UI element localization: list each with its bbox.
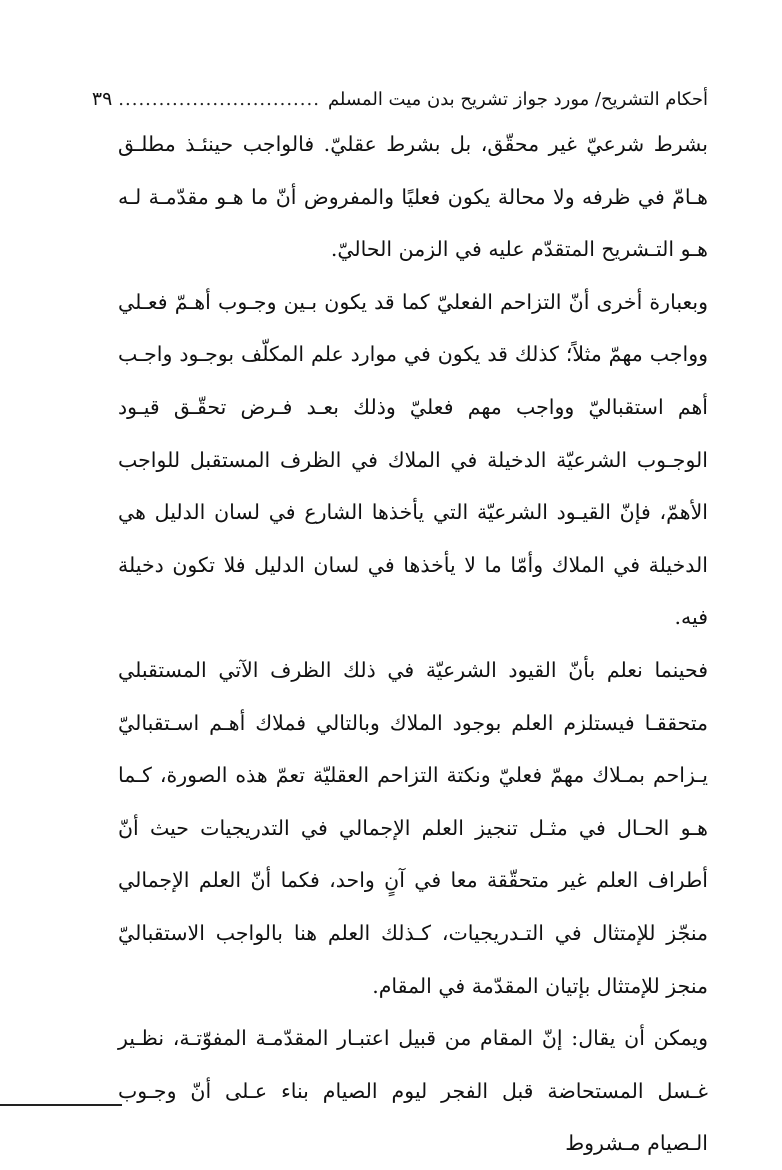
paragraph-3: فحينما نعلم بأنّ القيود الشرعيّة في ذلك الظرف الآتي المستقبلي متحققـا فيستلزم العلم بوجود الملاك وبالتالي فملاك أهـم اسـتقباليّ يـزاحم بمـلاك مهمّ فعليّ ونكتة التزاحم العقليّة تعمّ هذه الصورة، كـما هـو الحـال في مثـل تنجيز العلم الإجمالي في التدريجيات حيث أنّ أطراف العلم غير متحقّقة معا في آنٍ واحد، فكما أنّ العلم الإجمالي منجّز للإمتثال في التـدريجيات، كـذلك العلم هنا بالواجب الاستقباليّ منجز للإمتثال بإتيان المقدّمة في المقام. — [118, 657, 708, 998]
body-text — [118, 118, 708, 1170]
paragraph-4: ويمكن أن يقال: إنّ المقام من قبيل اعتبـار المقدّمـة المفوّتـة، نظـير غـسل المستحاضة قبل الفجر ليوم الصيام بناء عـلى أنّ وجـوب الـصيام مـشروط — [118, 1026, 708, 1156]
running-header — [91, 82, 708, 116]
footnote-rule — [0, 1104, 122, 1106]
running-title: أحكام التشريح/ مورد جواز تشريح بدن ميت المسلم — [327, 88, 708, 110]
paragraph-1: بشرط شرعيّ غير محقّق، بل بشرط عقليّ. فالواجب حينئـذ مطلـق هـامّ في ظرفه ولا محالة يكون فعليًا والمفروض أنّ ما هـو مقدّمـة لـه هـو التـشريح المتقدّم عليه في الزمن الحاليّ. — [118, 132, 708, 262]
leader-dots: .............................. — [118, 88, 320, 110]
paragraph-2: وبعبارة أخرى أنّ التزاحم الفعليّ كما قد يكون بـين وجـوب أهـمّ فعـلي وواجب مهمّ مثلاً؛ كذلك قد يكون في موارد علم المكلّف بوجـود واجـب أهم استقباليّ وواجب مهم فعليّ وذلك بعـد فـرض تحقّـق قيـود الوجـوب الشرعيّة الدخيلة في الملاك في الظرف المستقبل للواجب الأهمّ، فإنّ القيـود الشرعيّة التي يأخذها الشارع في لسان الدليل هي الدخيلة في الملاك وأمّا ما لا يأخذها في لسان الدليل فلا تكون دخيلة فيه. — [118, 289, 708, 630]
page-number: ٣٩ — [91, 88, 113, 110]
